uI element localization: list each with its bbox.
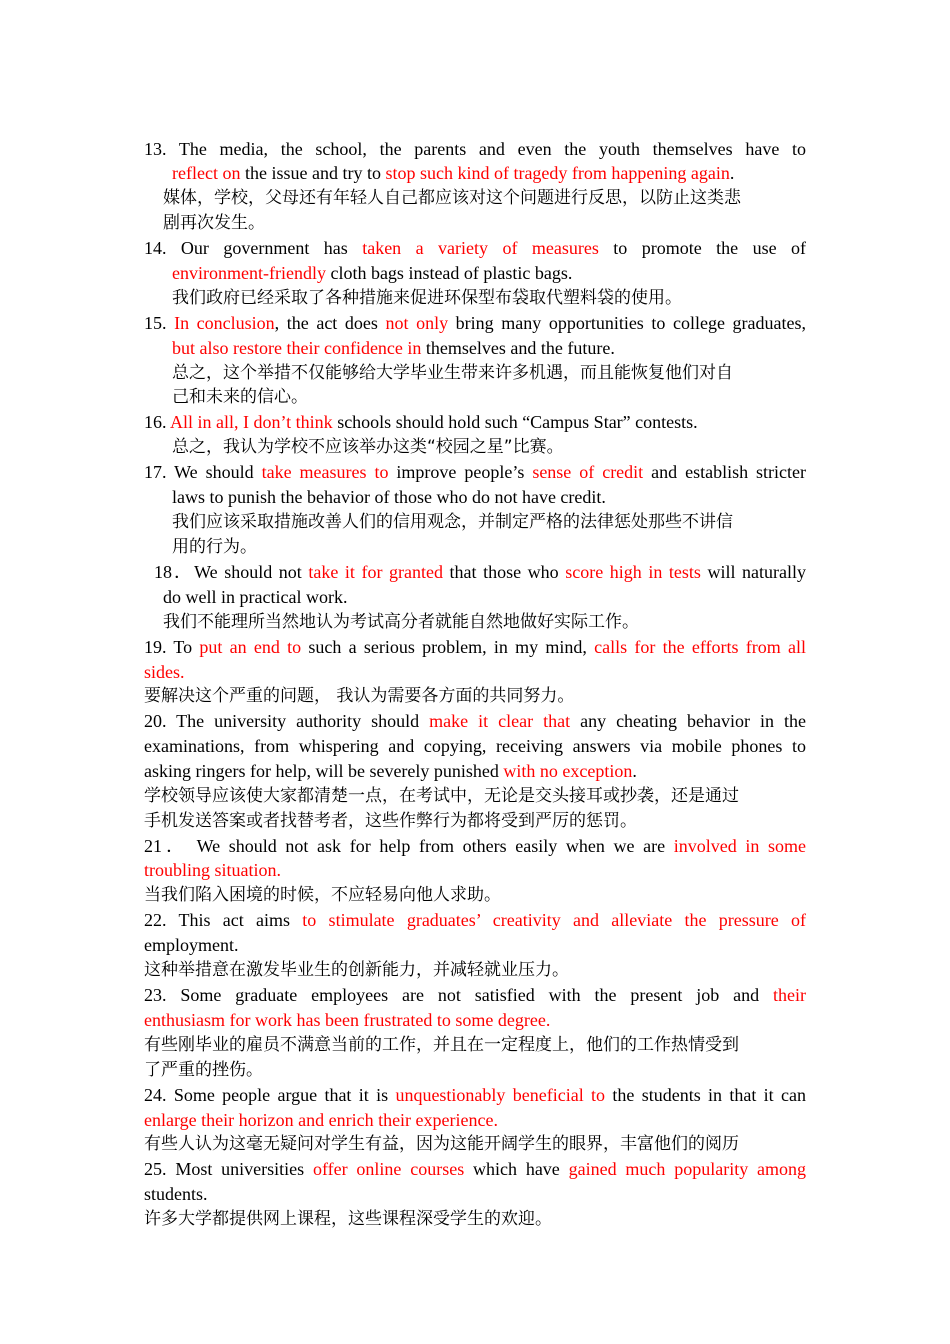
highlighted-phrase: make it clear that [429,711,571,731]
chinese-translation-line: 当我们陷入困境的时候，不应轻易向他人求助。 [144,885,501,905]
chinese-translation-line: 己和未来的信心。 [172,387,308,407]
highlighted-phrase: take measures to [261,462,389,482]
highlighted-phrase: stop such kind of tragedy from happening again [385,163,730,183]
sentence-text: schools should hold such “Campus Star” contests. [332,412,698,432]
english-sentence-line [144,635,806,660]
english-sentence-line [144,734,806,759]
sentence-text: 17. We should [144,462,262,482]
english-sentence-line [144,908,806,933]
sentence-text: 22. This act aims [144,910,303,930]
sentence-text: 21． We should not ask for help from others easily when we are [144,836,674,856]
highlighted-phrase: offer online courses [312,1159,465,1179]
highlighted-phrase: enthusiasm for work has been frustrated to some degree. [144,1010,551,1030]
chinese-translation-line: 我们不能理所当然地认为考试高分者就能自然地做好实际工作。 [163,612,639,632]
english-sentence-line [172,485,606,510]
english-sentence-line [163,585,347,610]
highlighted-phrase: environment-friendly [172,263,326,283]
english-sentence-line [144,660,185,685]
english-sentence-line [144,933,238,958]
chinese-translation-line: 这种举措意在激发毕业生的创新能力，并减轻就业压力。 [144,960,569,980]
sentence-text: 23. Some graduate employees are not satisfied with the present job and [144,985,773,1005]
chinese-translation-line: 我们应该采取措施改善人们的信用观念，并制定严格的法律惩处那些不讲信 [172,512,733,532]
english-sentence-line [172,336,615,361]
chinese-translation-line: 媒体，学校，父母还有年轻人自己都应该对这个问题进行反思，以防止这类悲 [163,188,741,208]
sentence-text: examinations, from whispering and copying, receiving answers via mobile phones to [144,736,806,756]
highlighted-phrase: troubling situation. [144,860,281,880]
sentence-text: 24. Some people argue that it is [144,1085,396,1105]
sentence-text: cloth bags instead of plastic bags. [325,263,573,283]
sentence-text: that those who [443,562,566,582]
english-sentence-line [144,834,806,859]
sentence-text: 20. The university authority should [144,711,430,731]
chinese-translation-line: 总之，这个举措不仅能够给大学毕业生带来许多机遇，而且能恢复他们对自 [172,363,733,383]
chinese-translation-line: 手机发送答案或者找替考者，这些作弊行为都将受到严厉的惩罚。 [144,811,637,831]
english-sentence-line [144,236,806,261]
english-sentence-line [144,709,806,734]
highlighted-phrase: score high in tests [565,562,701,582]
sentence-text: laws to punish the behavior of those who do not have credit. [172,487,606,507]
english-sentence-line [144,410,698,435]
highlighted-phrase: sense of credit [532,462,644,482]
sentence-text: which have [464,1159,569,1179]
sentence-text: 16. [144,412,171,432]
english-sentence-line [144,1157,806,1182]
sentence-text: the students in that it can [605,1085,806,1105]
sentence-text: employment. [144,935,239,955]
highlighted-phrase: their [773,985,806,1005]
sentence-text: and establish stricter [643,462,807,482]
english-sentence-line [144,983,806,1008]
sentence-text: . [729,163,735,183]
highlighted-phrase: but also restore their confidence in [172,338,422,358]
sentence-text: improve people’s [388,462,533,482]
chinese-translation-line: 了严重的挫伤。 [144,1060,263,1080]
highlighted-phrase: reflect on [172,163,241,183]
chinese-translation-line: 有些人认为这毫无疑问对学生有益，因为这能开阔学生的眼界，丰富他们的阅历 [144,1134,739,1154]
sentence-text: students. [144,1184,208,1204]
sentence-text: 13. The media, the school, the parents and even the youth themselves have to [144,139,806,159]
sentence-text: 15. [144,313,175,333]
sentence-text: asking ringers for help, will be severely punished [144,761,504,781]
sentence-text: such a serious problem, in my mind, [301,637,595,657]
english-sentence-line [144,1182,208,1207]
english-sentence-line [154,560,806,585]
english-sentence-line [144,460,806,485]
chinese-translation-line: 有些刚毕业的雇员不满意当前的工作，并且在一定程度上，他们的工作热情受到 [144,1035,739,1055]
chinese-translation-line: 总之，我认为学校不应该举办这类“校园之星”比赛。 [172,437,564,457]
sentence-text: the issue and try to [240,163,386,183]
highlighted-phrase: put an end to [199,637,302,657]
highlighted-phrase: sides. [144,662,185,682]
english-sentence-line [144,1008,550,1033]
sentence-text: themselves and the future. [421,338,615,358]
sentence-text: 18．We should not [154,562,309,582]
highlighted-phrase: take it for granted [308,562,443,582]
chinese-translation-line: 剧再次发生。 [163,213,265,233]
english-sentence-line [144,137,806,162]
highlighted-phrase: not only [385,313,449,333]
chinese-translation-line: 我们政府已经采取了各种措施来促进环保型布袋取代塑料袋的使用。 [172,288,682,308]
chinese-translation-line: 许多大学都提供网上课程，这些课程深受学生的欢迎。 [144,1209,552,1229]
english-sentence-line [144,1108,498,1133]
sentence-text: do well in practical work. [163,587,348,607]
sentence-text: 14. Our government has [144,238,363,258]
chinese-translation-line: 学校领导应该使大家都清楚一点，在考试中，无论是交头接耳或抄袭，还是通过 [144,786,739,806]
highlighted-phrase: with no exception [503,761,633,781]
english-sentence-line [172,161,734,186]
highlighted-phrase: In conclusion [174,313,275,333]
highlighted-phrase: involved in some [673,836,806,856]
english-sentence-line [144,311,806,336]
highlighted-phrase: taken a variety of measures [362,238,599,258]
highlighted-phrase: gained much popularity among [568,1159,807,1179]
highlighted-phrase: to stimulate graduates’ creativity and alleviate the pressure of [302,910,807,930]
sentence-text: any cheating behavior in the [570,711,806,731]
sentence-text: 19. To [144,637,200,657]
english-sentence-line [144,1083,806,1108]
sentence-text: , the act does [274,313,386,333]
sentence-text: bring many opportunities to college graduates, [448,313,807,333]
english-sentence-line [144,858,281,883]
highlighted-phrase: All in all, I don’t think [170,412,333,432]
highlighted-phrase: unquestionably beneficial to [395,1085,606,1105]
highlighted-phrase: enlarge their horizon and enrich their experience. [144,1110,498,1130]
english-sentence-line [172,261,572,286]
chinese-translation-line: 用的行为。 [172,537,257,557]
sentence-text: 25. Most universities [144,1159,313,1179]
chinese-translation-line: 要解决这个严重的问题， 我认为需要各方面的共同努力。 [144,686,575,706]
sentence-text: . [632,761,637,781]
english-sentence-line [144,759,637,784]
sentence-text: to promote the use of [598,238,806,258]
highlighted-phrase: calls for the efforts from all [594,637,806,657]
sentence-text: will naturally [700,562,807,582]
